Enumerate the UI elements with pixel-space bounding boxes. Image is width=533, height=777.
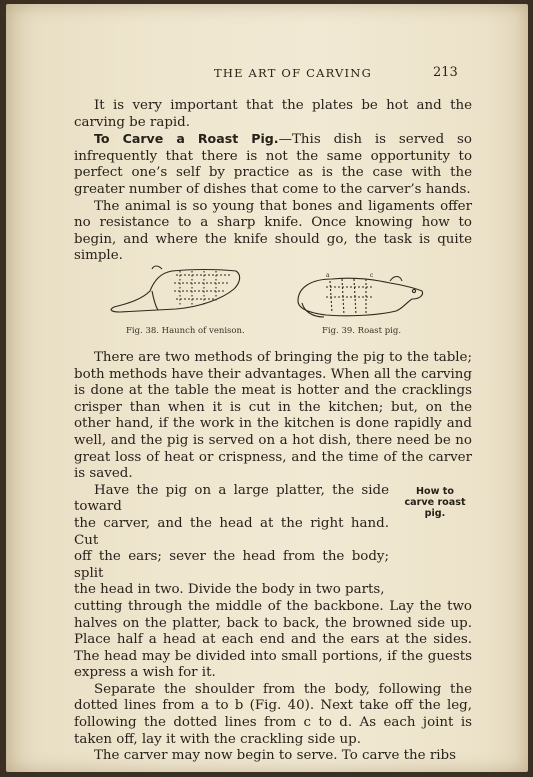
paragraph-roast-pig bbox=[74, 131, 472, 198]
page-number: 213 bbox=[433, 65, 458, 80]
paragraph-two-methods: There are two methods of bringing the pig to the table; both methods have their advantages. When all the carving is done at the table the meat is hotter and the cracklings crisper than when it is cut in the kitchen; but, on the other hand, if the work in the kitchen is done rapidly and well, and the pig is served on a hot dish, there need be no great loss of heat or crispness, and the time of the carver is saved. bbox=[74, 350, 472, 482]
margin-note-line-1: How to bbox=[415, 486, 454, 497]
text-block-top bbox=[74, 98, 472, 265]
page-header bbox=[6, 66, 528, 84]
paragraph-begin-serve: The carver may now begin to serve. To carve the ribs bbox=[94, 748, 456, 764]
roast-pig-illustration bbox=[290, 267, 430, 323]
margin-note bbox=[398, 486, 472, 519]
margin-note-line-2: carve roast bbox=[404, 497, 466, 508]
section-heading-roast-pig: To Carve a Roast Pig. bbox=[94, 131, 279, 147]
fig-39-caption: Fig. 39. Roast pig. bbox=[322, 326, 402, 336]
svg-text:a: a bbox=[326, 272, 330, 279]
paragraph-separate-shoulder: Separate the shoulder from the body, following the dotted lines from a to b (Fig. 40). Next take off the leg, following the dotted lines from c to d. As each joint is taken off, lay it with the crackling side up. bbox=[74, 681, 472, 747]
paragraph-plates: It is very important that the plates be hot and the carving be rapid. bbox=[74, 98, 472, 130]
book-page bbox=[6, 4, 528, 772]
platter-line-1: Have the pig on a large platter, the side toward bbox=[74, 482, 389, 515]
paragraph-animal-young: The animal is so young that bones and ligaments offer no resistance to a sharp knife. Once knowing how to begin, and where the knife should go, the task is quite simple. bbox=[74, 198, 472, 264]
platter-line-4: the head in two. Divide the body in two parts, bbox=[74, 582, 385, 598]
paragraph-roast-pig-body: —This dish is served so infrequently that there is not the same opportunity to perfect one’s self by practice as is the case with the greater number of dishes that come to the carver’s hands. bbox=[74, 132, 472, 197]
figures-row bbox=[96, 261, 456, 341]
platter-line-3: off the ears; sever the head from the body; split bbox=[74, 549, 389, 581]
running-title: THE ART OF CARVING bbox=[214, 66, 372, 80]
platter-line-2: the carver, and the head at the right hand. Cut bbox=[74, 515, 389, 548]
haunch-of-venison-illustration bbox=[96, 261, 246, 317]
svg-text:c: c bbox=[370, 272, 374, 279]
margin-note-line-3: pig. bbox=[424, 508, 446, 519]
paragraph-platter-continued: cutting through the middle of the backbone. Lay the two halves on the platter, back to back, the browned side up. Place half a head at each end and the ears at the sides. The head may be divided into small portions, if the guests express a wish for it. bbox=[74, 598, 472, 681]
text-block-bottom bbox=[74, 350, 472, 765]
fig-38-caption: Fig. 38. Haunch of venison. bbox=[126, 326, 245, 336]
